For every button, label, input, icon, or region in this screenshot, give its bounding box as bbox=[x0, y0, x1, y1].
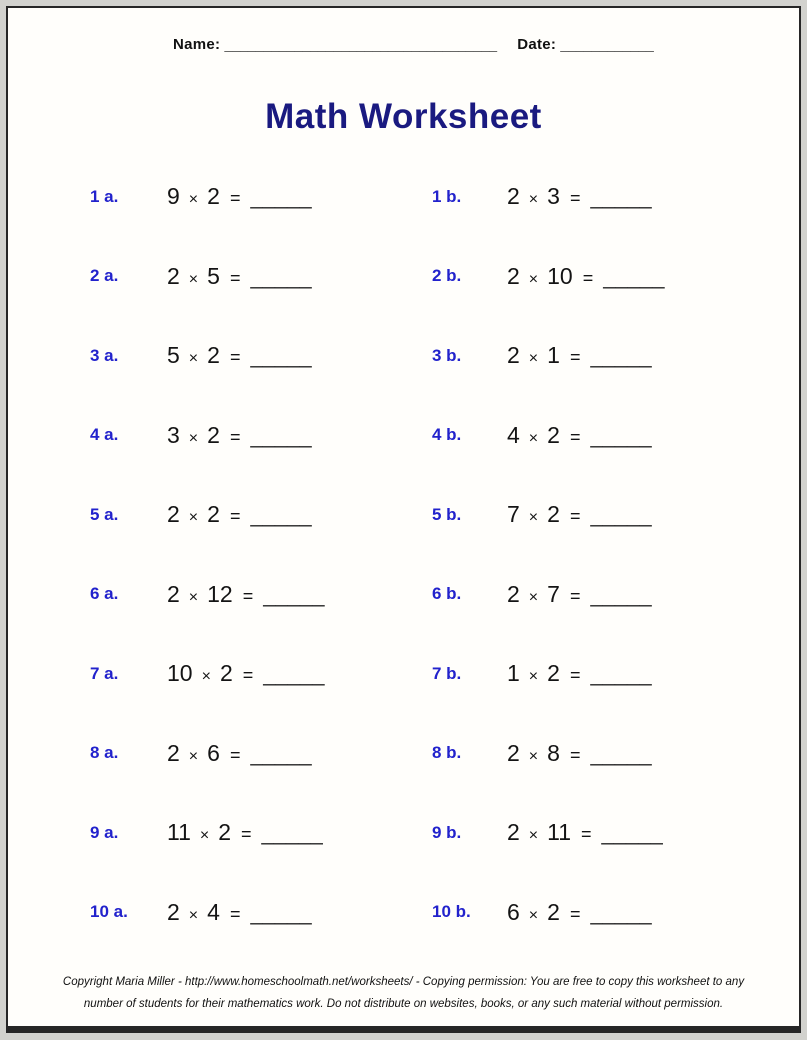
answer-blank: _____ bbox=[261, 820, 323, 846]
problem-row-3 bbox=[8, 316, 799, 396]
multiply-sign: × bbox=[188, 350, 199, 368]
problem-expression-4a bbox=[167, 422, 432, 449]
answer-blank: _____ bbox=[590, 502, 652, 528]
equals-sign: = bbox=[241, 824, 252, 845]
page-title: Math Worksheet bbox=[265, 97, 542, 136]
operand: 2 bbox=[507, 183, 520, 210]
answer-blank: _____ bbox=[250, 263, 312, 289]
equals-sign: = bbox=[569, 506, 581, 527]
problem-expression-5b bbox=[507, 501, 799, 528]
multiply-sign: × bbox=[188, 509, 199, 527]
problem-label-8b: 8 b. bbox=[432, 743, 462, 763]
problem-label-10b: 10 b. bbox=[432, 902, 471, 922]
problem-expression-3b bbox=[507, 342, 799, 369]
operand: 2 bbox=[547, 501, 560, 528]
answer-blank: _____ bbox=[590, 184, 652, 210]
problem-label-2a: 2 a. bbox=[90, 266, 119, 286]
operand: 2 bbox=[219, 660, 233, 687]
problem-label-9b: 9 b. bbox=[432, 822, 462, 842]
copyright-footer bbox=[8, 971, 799, 1015]
problem-expression-7b bbox=[507, 660, 799, 687]
answer-blank: _____ bbox=[250, 184, 312, 210]
operand: 8 bbox=[547, 739, 560, 766]
problem-row-4 bbox=[8, 396, 799, 476]
operand: 2 bbox=[507, 342, 520, 369]
problem-label-9a: 9 a. bbox=[90, 822, 119, 842]
multiply-sign: × bbox=[201, 668, 211, 686]
multiply-sign: × bbox=[188, 747, 199, 765]
problem-label-1a: 1 a. bbox=[90, 186, 119, 206]
problem-label-7a: 7 a. bbox=[90, 663, 119, 683]
header bbox=[8, 36, 799, 53]
multiply-sign: × bbox=[528, 668, 539, 686]
equals-sign: = bbox=[229, 188, 241, 209]
multiply-sign: × bbox=[528, 191, 539, 209]
multiply-sign: × bbox=[528, 906, 539, 924]
answer-blank: _____ bbox=[250, 502, 312, 528]
multiply-sign: × bbox=[528, 827, 539, 845]
operand: 5 bbox=[207, 262, 220, 289]
multiply-sign: × bbox=[528, 588, 539, 606]
multiply-sign: × bbox=[528, 747, 539, 765]
problem-label-1b: 1 b. bbox=[432, 186, 462, 206]
operand: 2 bbox=[167, 262, 180, 289]
worksheet-page bbox=[6, 6, 801, 1033]
multiply-sign: × bbox=[188, 906, 199, 924]
operand: 3 bbox=[167, 421, 180, 448]
multiply-sign: × bbox=[188, 429, 199, 447]
operand: 2 bbox=[547, 660, 560, 687]
problem-expression-9b bbox=[507, 819, 799, 846]
equals-sign: = bbox=[569, 585, 581, 606]
operand: 2 bbox=[507, 739, 520, 766]
problem-row-9 bbox=[8, 793, 799, 873]
operand: 2 bbox=[507, 580, 520, 607]
multiply-sign: × bbox=[528, 350, 539, 368]
problem-label-5b: 5 b. bbox=[432, 504, 462, 524]
problem-expression-6b bbox=[507, 581, 799, 608]
problem-expression-4b bbox=[507, 422, 799, 449]
operand: 2 bbox=[167, 898, 180, 925]
problem-expression-2a bbox=[167, 263, 432, 290]
problem-expression-1a bbox=[167, 183, 432, 210]
multiply-sign: × bbox=[528, 270, 539, 288]
multiply-sign: × bbox=[528, 429, 539, 447]
multiply-sign: × bbox=[188, 588, 199, 606]
name-label: Name: bbox=[173, 36, 221, 53]
operand: 6 bbox=[507, 898, 520, 925]
problem-expression-7a bbox=[167, 660, 432, 687]
operand: 12 bbox=[207, 580, 233, 607]
answer-blank: _____ bbox=[590, 343, 652, 369]
operand: 3 bbox=[547, 183, 560, 210]
multiply-sign: × bbox=[188, 191, 199, 209]
problem-row-8 bbox=[8, 714, 799, 794]
operand: 6 bbox=[207, 739, 220, 766]
problem-expression-9a bbox=[167, 819, 432, 846]
answer-blank: _____ bbox=[250, 740, 312, 766]
answer-blank: _____ bbox=[250, 343, 312, 369]
operand: 2 bbox=[547, 898, 560, 925]
equals-sign: = bbox=[242, 665, 254, 686]
problem-row-2 bbox=[8, 237, 799, 317]
answer-blank: _____ bbox=[590, 581, 652, 607]
answer-blank: _____ bbox=[250, 899, 312, 925]
answer-blank: _____ bbox=[263, 581, 325, 607]
problem-label-3b: 3 b. bbox=[432, 345, 462, 365]
equals-sign: = bbox=[242, 585, 254, 606]
problem-expression-6a bbox=[167, 581, 432, 608]
operand: 10 bbox=[547, 262, 573, 289]
problem-label-10a: 10 a. bbox=[90, 902, 128, 922]
date-group bbox=[517, 36, 654, 53]
problem-expression-3a bbox=[167, 342, 432, 369]
equals-sign: = bbox=[569, 744, 581, 765]
problem-label-3a: 3 a. bbox=[90, 345, 119, 365]
problem-label-2b: 2 b. bbox=[432, 266, 462, 286]
operand: 2 bbox=[207, 501, 220, 528]
copyright-line-2: number of students for their mathematics work. Do not distribute on websites, books, or any such material without permission. bbox=[83, 998, 724, 1010]
operand: 5 bbox=[167, 342, 180, 369]
operand: 10 bbox=[167, 660, 193, 687]
operand: 2 bbox=[167, 580, 180, 607]
operand: 2 bbox=[547, 421, 560, 448]
operand: 1 bbox=[507, 660, 520, 687]
problem-row-7 bbox=[8, 634, 799, 714]
multiply-sign: × bbox=[199, 827, 210, 845]
date-blank-line: ____________ bbox=[560, 36, 654, 52]
problem-expression-1b bbox=[507, 183, 799, 210]
equals-sign: = bbox=[229, 744, 241, 765]
operand: 7 bbox=[507, 501, 520, 528]
equals-sign: = bbox=[229, 426, 241, 447]
multiply-sign: × bbox=[528, 509, 539, 527]
operand: 7 bbox=[547, 580, 560, 607]
problem-expression-8a bbox=[167, 740, 432, 767]
problem-label-6a: 6 a. bbox=[90, 584, 119, 604]
operand: 4 bbox=[507, 421, 520, 448]
problem-label-5a: 5 a. bbox=[90, 504, 119, 524]
equals-sign: = bbox=[229, 347, 241, 368]
multiply-sign: × bbox=[188, 270, 199, 288]
answer-blank: _____ bbox=[601, 820, 663, 846]
equals-sign: = bbox=[582, 267, 594, 288]
date-label: Date: bbox=[517, 36, 557, 53]
operand: 11 bbox=[167, 819, 191, 846]
problem-label-4a: 4 a. bbox=[90, 425, 119, 445]
answer-blank: _____ bbox=[590, 422, 652, 448]
problem-expression-5a bbox=[167, 501, 432, 528]
equals-sign: = bbox=[569, 188, 581, 209]
equals-sign: = bbox=[569, 426, 581, 447]
problem-expression-10b bbox=[507, 899, 799, 926]
problem-row-10 bbox=[8, 873, 799, 953]
problem-label-8a: 8 a. bbox=[90, 743, 119, 763]
operand: 2 bbox=[507, 262, 520, 289]
operand: 2 bbox=[218, 819, 232, 846]
name-blank-line: ___________________________________ bbox=[224, 36, 498, 52]
equals-sign: = bbox=[569, 665, 581, 686]
problem-label-4b: 4 b. bbox=[432, 425, 462, 445]
equals-sign: = bbox=[229, 903, 241, 924]
equals-sign: = bbox=[229, 506, 241, 527]
answer-blank: _____ bbox=[263, 661, 325, 687]
answer-blank: _____ bbox=[250, 422, 312, 448]
operand: 2 bbox=[207, 342, 220, 369]
problem-row-5 bbox=[8, 475, 799, 555]
operand: 2 bbox=[207, 183, 220, 210]
problem-label-7b: 7 b. bbox=[432, 663, 462, 683]
answer-blank: _____ bbox=[590, 740, 652, 766]
operand: 2 bbox=[507, 819, 520, 846]
operand: 2 bbox=[167, 739, 180, 766]
operand: 1 bbox=[547, 342, 560, 369]
operand: 4 bbox=[207, 898, 220, 925]
copyright-line-1: Copyright Maria Miller - http://www.homeschoolmath.net/worksheets/ - Copying permission: You are free to copy this worksheet to any bbox=[62, 976, 745, 988]
problem-expression-2b bbox=[507, 263, 799, 290]
operand: 11 bbox=[547, 819, 572, 846]
operand: 9 bbox=[167, 183, 180, 210]
operand: 2 bbox=[207, 421, 220, 448]
problem-expression-8b bbox=[507, 740, 799, 767]
equals-sign: = bbox=[569, 347, 581, 368]
problem-expression-10a bbox=[167, 899, 432, 926]
problem-row-6 bbox=[8, 555, 799, 635]
problems-list bbox=[8, 157, 799, 952]
problem-row-1 bbox=[8, 157, 799, 237]
answer-blank: _____ bbox=[590, 661, 652, 687]
answer-blank: _____ bbox=[603, 263, 665, 289]
equals-sign: = bbox=[569, 903, 581, 924]
equals-sign: = bbox=[581, 824, 592, 845]
equals-sign: = bbox=[229, 267, 241, 288]
operand: 2 bbox=[167, 501, 180, 528]
answer-blank: _____ bbox=[590, 899, 652, 925]
problem-label-6b: 6 b. bbox=[432, 584, 462, 604]
